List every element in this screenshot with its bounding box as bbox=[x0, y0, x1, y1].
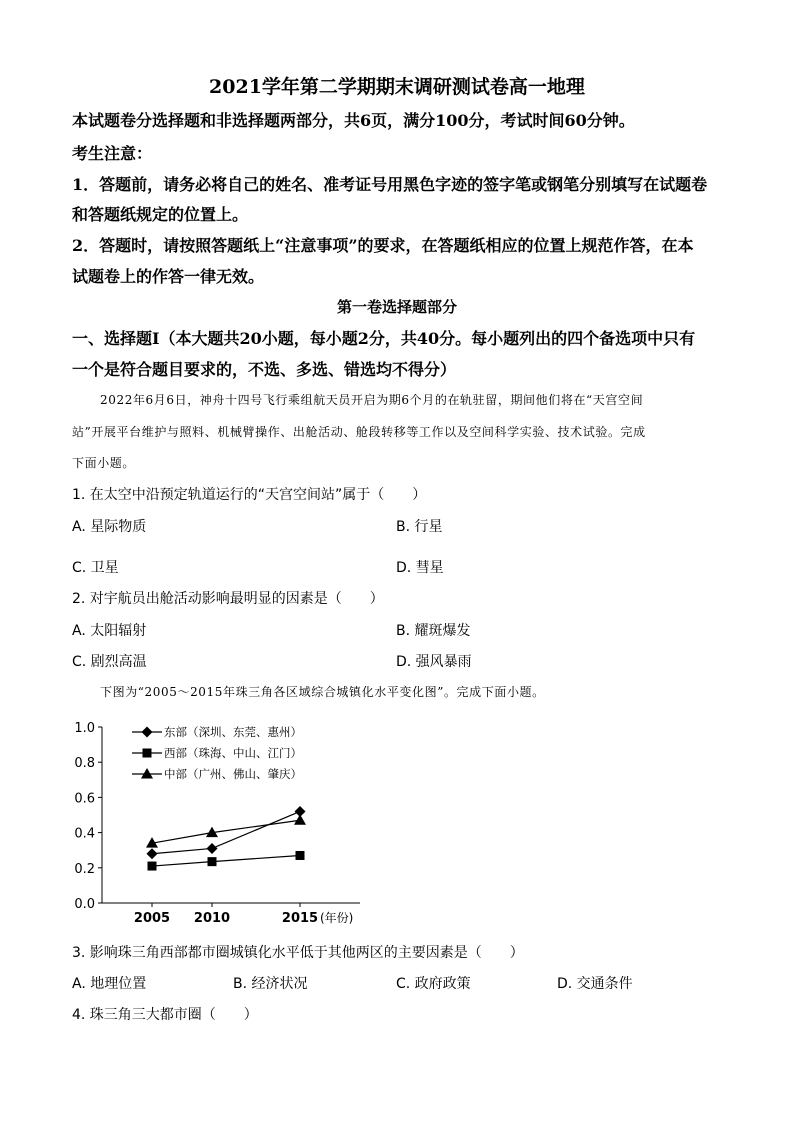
data-point-west bbox=[208, 857, 217, 866]
x-tick-label: 2010 bbox=[193, 911, 231, 926]
question-1-option-b[interactable]: B. 行星 bbox=[396, 519, 443, 535]
data-point-west bbox=[296, 851, 305, 860]
chart-series bbox=[146, 806, 306, 871]
data-point-east bbox=[207, 843, 218, 854]
page-title: 2021学年第二学期期末调研测试卷高一地理 bbox=[209, 76, 585, 98]
section-instruction-line2: 一个是符合题目要求的，不选、多选、错选均不得分） bbox=[72, 360, 457, 379]
material-1-line3: 下面小题。 bbox=[72, 456, 136, 470]
series-line-east bbox=[152, 811, 300, 853]
y-tick-label: 0.0 bbox=[74, 897, 95, 912]
question-1-option-a[interactable]: A. 星际物质 bbox=[72, 519, 147, 535]
y-axis-ticks bbox=[74, 721, 102, 912]
material-1-line1: 2022年6月6日，神舟十四号飞行乘组航天员开启为期6个月的在轨驻留，期间他们将在“天宫空间 bbox=[100, 393, 644, 407]
legend-label-west: 西部（珠海、中山、江门） bbox=[164, 746, 302, 760]
notice-item-1-line1: 1．答题前，请务必将自己的姓名、准考证号用黑色字迹的签字笔或钢笔分别填写在试题卷 bbox=[72, 175, 708, 194]
data-point-central bbox=[294, 814, 306, 825]
question-2-option-b[interactable]: B. 耀斑爆发 bbox=[396, 623, 471, 639]
series-line-west bbox=[152, 855, 300, 866]
notice-item-1-line2: 和答题纸规定的位置上。 bbox=[72, 205, 249, 224]
legend-marker bbox=[142, 727, 153, 738]
question-2-option-c[interactable]: C. 剧烈高温 bbox=[72, 654, 147, 670]
material-2: 下图为“2005～2015年珠三角各区域综合城镇化水平变化图”。完成下面小题。 bbox=[100, 685, 545, 699]
question-3-option-d[interactable]: D. 交通条件 bbox=[557, 976, 633, 992]
x-axis-ticks bbox=[134, 903, 353, 926]
question-2-option-a[interactable]: A. 太阳辐射 bbox=[72, 623, 147, 639]
question-3-option-b[interactable]: B. 经济状况 bbox=[233, 976, 308, 992]
legend-marker bbox=[141, 768, 153, 779]
legend-label-central: 中部（广州、佛山、肇庆） bbox=[164, 767, 302, 781]
y-tick-label: 0.4 bbox=[74, 826, 95, 842]
notice-item-2-line2: 试题卷上的作答一律无效。 bbox=[72, 267, 265, 286]
series-line-central bbox=[152, 820, 300, 843]
notice-item-2-line1: 2．答题时，请按照答题纸上“注意事项”的要求，在答题纸相应的位置上规范作答，在本 bbox=[72, 236, 694, 255]
y-tick-label: 1.0 bbox=[74, 721, 95, 736]
x-axis-label: (年份) bbox=[320, 911, 354, 925]
urbanization-line-chart bbox=[60, 712, 370, 932]
notice-title: 考生注意： bbox=[72, 144, 153, 163]
question-2-stem: 2. 对宇航员出舱活动影响最明显的因素是（ ） bbox=[72, 591, 384, 607]
data-point-east bbox=[147, 848, 158, 859]
x-tick-label: 2015 bbox=[281, 911, 319, 926]
y-tick-label: 0.2 bbox=[74, 861, 95, 877]
question-3-option-a[interactable]: A. 地理位置 bbox=[72, 976, 147, 992]
exam-info: 本试题卷分选择题和非选择题两部分，共6页，满分100分，考试时间60分钟。 bbox=[72, 111, 635, 130]
question-3-stem: 3. 影响珠三角西部都市圈城镇化水平低于其他两区的主要因素是（ ） bbox=[72, 945, 524, 961]
chart-legend bbox=[132, 725, 302, 781]
question-1-stem: 1. 在太空中沿预定轨道运行的“天宫空间站”属于（ ） bbox=[72, 487, 427, 503]
question-3-option-c[interactable]: C. 政府政策 bbox=[396, 976, 471, 992]
section-instruction-line1: 一、选择题Ⅰ（本大题共20小题，每小题2分，共40分。每小题列出的四个备选项中只有 bbox=[72, 329, 696, 348]
data-point-west bbox=[148, 862, 157, 871]
legend-label-east: 东部（深圳、东莞、惠州） bbox=[164, 725, 302, 739]
question-2-option-d[interactable]: D. 强风暴雨 bbox=[396, 654, 472, 670]
question-1-option-c[interactable]: C. 卫星 bbox=[72, 560, 119, 576]
x-tick-label: 2005 bbox=[133, 911, 171, 926]
question-1-option-d[interactable]: D. 彗星 bbox=[396, 560, 444, 576]
section-title: 第一卷选择题部分 bbox=[336, 298, 457, 316]
y-tick-label: 0.8 bbox=[74, 756, 95, 772]
question-4-stem: 4. 珠三角三大都市圈（ ） bbox=[72, 1007, 258, 1023]
legend-marker bbox=[143, 749, 152, 758]
y-tick-label: 0.6 bbox=[74, 791, 95, 807]
material-1-line2: 站”开展平台维护与照料、机械臂操作、出舱活动、舱段转移等工作以及空间科学实验、技术试验。完成 bbox=[72, 425, 646, 439]
